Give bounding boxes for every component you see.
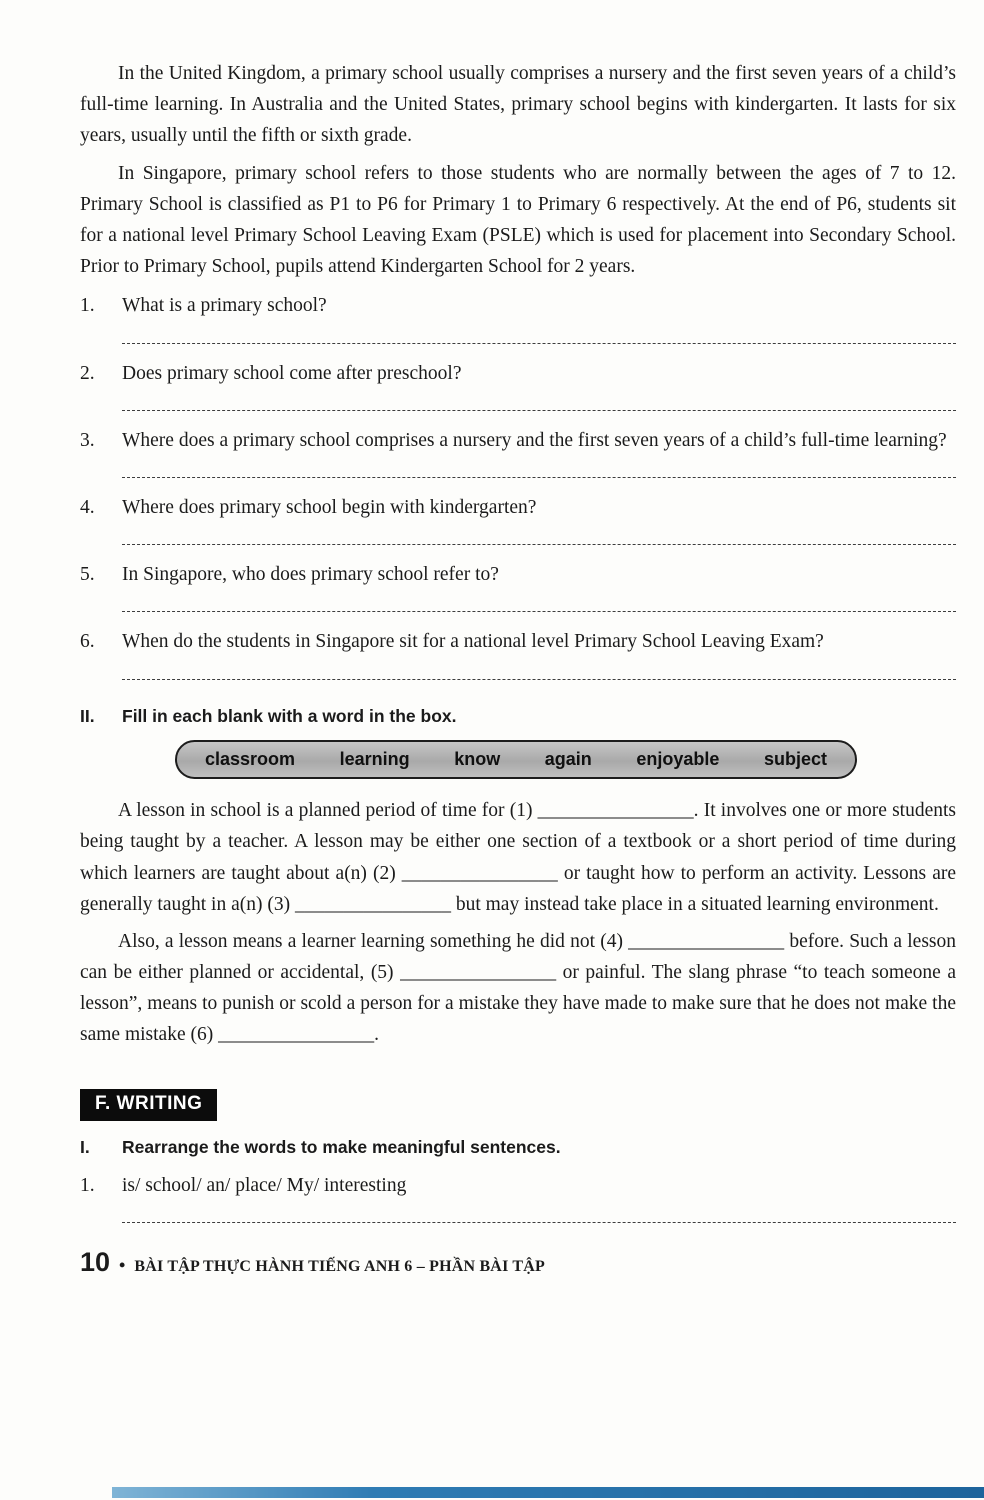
- writing-item-1: [80, 1171, 956, 1201]
- answer-line: [122, 544, 956, 545]
- page-footer: [80, 1247, 956, 1278]
- question-item-4: [80, 493, 956, 523]
- question-item-5: [80, 560, 956, 590]
- writing-item-text: is/ school/ an/ place/ My/ interesting: [122, 1175, 407, 1197]
- word-box-item: again: [544, 749, 592, 770]
- question-number: 1.: [80, 295, 95, 317]
- question-number: 6.: [80, 631, 95, 653]
- answer-line: [122, 477, 956, 478]
- question-number: 2.: [80, 362, 95, 384]
- scan-edge-blue-strip: [112, 1487, 984, 1498]
- question-text: Where does primary school begin with kindergarten?: [122, 496, 537, 518]
- answer-line: [122, 1222, 956, 1223]
- writing-subsection-heading: [80, 1135, 956, 1160]
- subsection-number: I.: [80, 1136, 90, 1157]
- reading-paragraph-1: In the United Kingdom, a primary school usually comprises a nursery and the first seven years of a child’s full-time learning. In Australia and the United States, primary school begins with kindergarten. It lasts for six years, usually until the fifth or sixth grade.: [80, 63, 956, 147]
- answer-line: [122, 611, 956, 612]
- word-box-item: subject: [763, 749, 827, 770]
- fill-in-paragraph-2: Also, a lesson means a learner learning something he did not (4) ________________ before. Such a lesson can be either planned or accidental, (5) ________________ or painful. The slang phrase “to teach someone a lesson”, means to punish or scold a person for a mistake they have made to make sure that he does not make the same mistake (6) ________________.: [80, 930, 956, 1046]
- question-item-6: [80, 627, 956, 657]
- question-number: 5.: [80, 564, 95, 586]
- word-box-item: learning: [339, 749, 410, 770]
- writing-item-number: 1.: [80, 1175, 95, 1197]
- fill-in-paragraph-1: A lesson in school is a planned period of time for (1) ________________. It involves one or more students being taught by a teacher. A lesson may be either one section of a textbook or a short period of time during which learners are taught about a(n) (2) ________________ or taught how to perform an activity. Lessons are generally taught in a(n) (3) ________________ but may instead take place in a situated learning environment.: [80, 800, 956, 915]
- question-number: 4.: [80, 496, 95, 518]
- word-box-item: enjoyable: [636, 749, 720, 770]
- answer-line: [122, 343, 956, 344]
- writing-section-heading: F. WRITING: [80, 1089, 217, 1121]
- question-item-2: [80, 359, 956, 389]
- question-text: What is a primary school?: [122, 295, 327, 317]
- word-box-item: know: [454, 749, 501, 770]
- question-text: Does primary school come after preschool?: [122, 362, 462, 384]
- question-text: In Singapore, who does primary school refer to?: [122, 564, 499, 586]
- question-item-3: [80, 426, 956, 456]
- answer-line: [122, 679, 956, 680]
- question-text: Where does a primary school comprises a nursery and the first seven years of a child’s full-time learning?: [122, 429, 947, 451]
- section-number: II.: [80, 705, 95, 726]
- footer-book-title: BÀI TẬP THỰC HÀNH TIẾNG ANH 6 – PHẦN BÀI TẬP: [134, 1258, 546, 1276]
- subsection-title: Rearrange the words to make meaningful sentences.: [122, 1136, 561, 1157]
- page-number: 10: [80, 1247, 111, 1278]
- question-number: 3.: [80, 429, 95, 451]
- question-item-1: [80, 291, 956, 321]
- word-box: [175, 740, 857, 779]
- question-text: When do the students in Singapore sit for a national level Primary School Leaving Exam?: [122, 631, 824, 653]
- footer-bullet: •: [119, 1255, 126, 1276]
- word-box-item: classroom: [205, 749, 296, 770]
- reading-paragraph-2: In Singapore, primary school refers to those students who are normally between the ages of 7 to 12. Primary School is classified as P1 to P6 for Primary 1 to Primary 6 respectively. At the end of P6, students sit for a national level Primary School Leaving Exam (PSLE) which is used for placement into Secondary School. Prior to Primary School, pupils attend Kindergarten School for 2 years.: [80, 162, 956, 278]
- fill-in-section-heading: [80, 704, 956, 729]
- answer-line: [122, 410, 956, 411]
- section-title: Fill in each blank with a word in the box.: [122, 705, 457, 726]
